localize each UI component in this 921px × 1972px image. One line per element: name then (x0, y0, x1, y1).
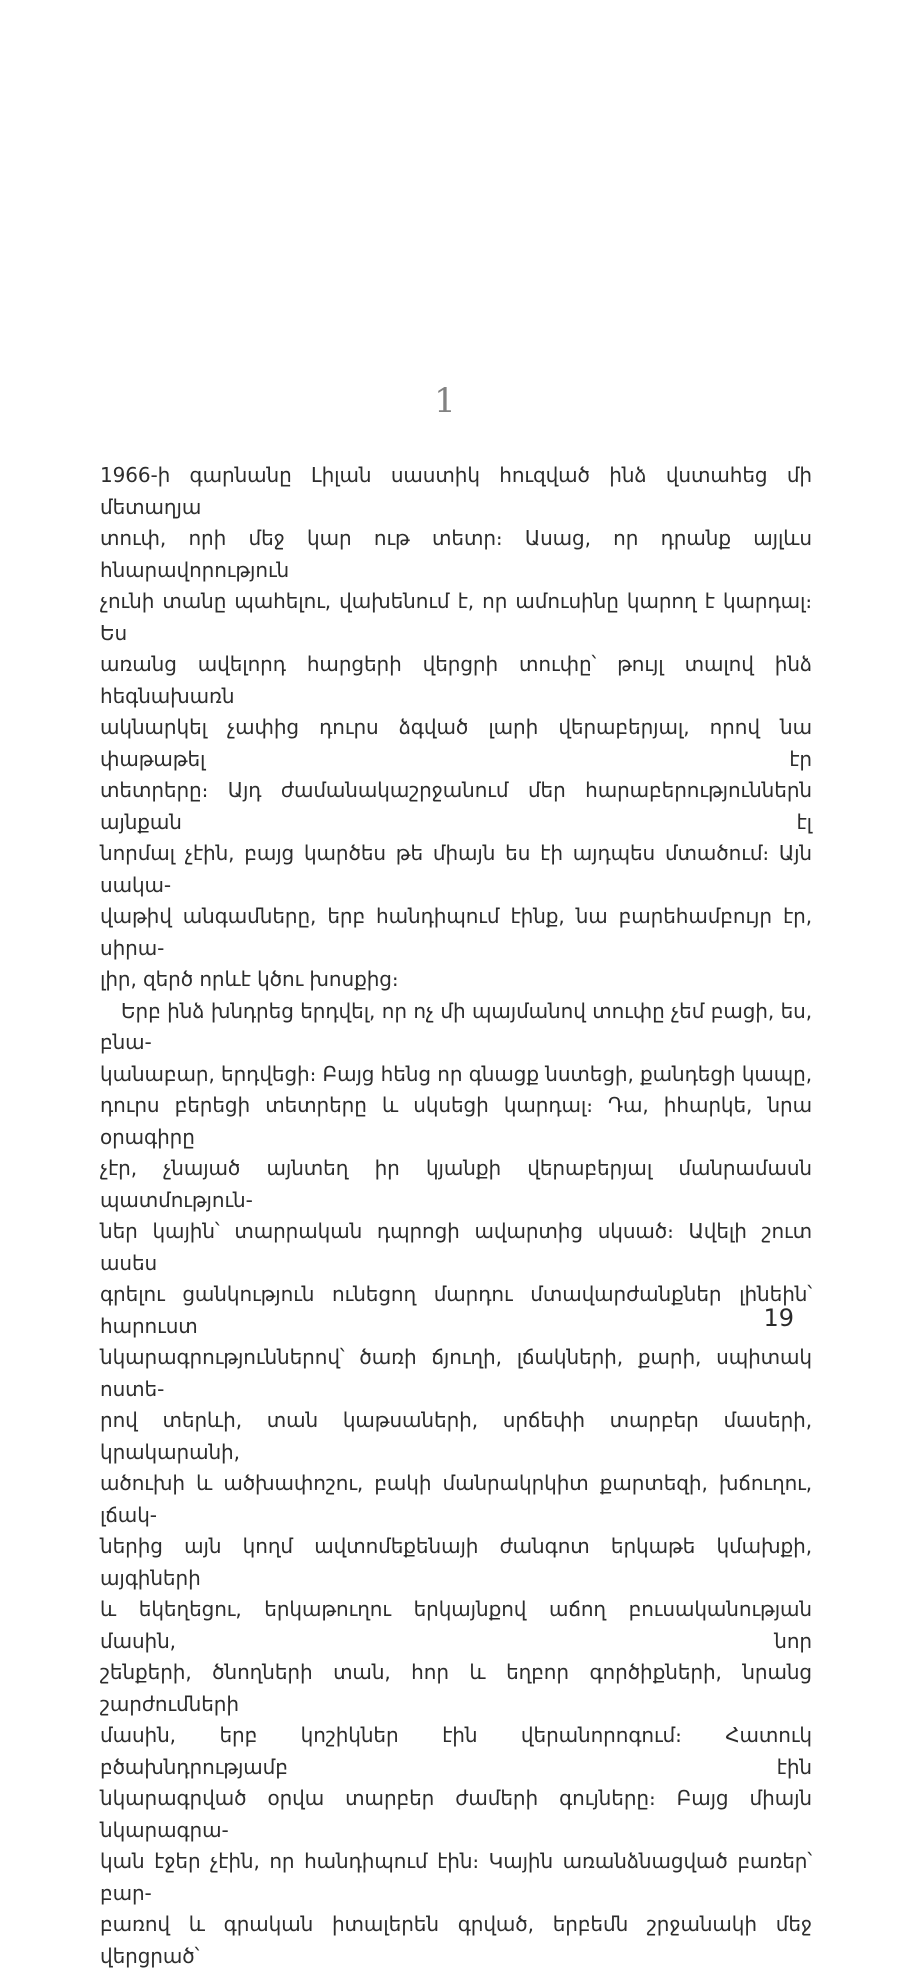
text-line: ներ կային՝ տարրական դպրոցի ավարտից սկսած։ Ավելի շուտ ասես (100, 1216, 812, 1279)
text-line: ներից այն կողմ ավտոմեքենայի ժանգոտ երկաթե կմախքի, այգիների (100, 1531, 812, 1594)
paragraph-1 (100, 460, 812, 996)
text-line: կան էջեր չէին, որ հանդիպում էին։ Կային առանձնացված բառեր՝ բար- (100, 1846, 812, 1909)
text-line: տետրերը։ Այդ ժամանակաշրջանում մեր հարաբերություններն այնքան էլ (100, 775, 812, 838)
text-line: նորմալ չէին, բայց կարծես թե միայն ես էի այդպես մտածում։ Այն սակա- (100, 838, 812, 901)
text-line: առանց ավելորդ հարցերի վերցրի տուփը՝ թույլ տալով ինձ հեգնախառն (100, 649, 812, 712)
text-line: բառով և գրական իտալերեն գրված, երբեմն շրջանակի մեջ վերցրած՝ (100, 1909, 812, 1972)
text-line: դուրս բերեցի տետրերը և սկսեցի կարդալ։ Դա, իհարկե, նրա օրագիրը (100, 1090, 812, 1153)
text-line: նկարագրություններով՝ ծառի ճյուղի, լճակների, քարի, սպիտակ ոստե- (100, 1342, 812, 1405)
text-line: Երբ ինձ խնդրեց երդվել, որ ոչ մի պայմանով տուփը չեմ բացի, ես, բնա- (100, 996, 812, 1059)
text-line: վաթիվ անգամները, երբ հանդիպում էինք, նա բարեհամբույր էր, սիրա- (100, 901, 812, 964)
chapter-number: 1 (100, 381, 790, 421)
paragraph-2 (100, 996, 812, 1972)
text-line: գրելու ցանկություն ունեցող մարդու մտավարժանքներ լինեին՝ հարուստ (100, 1279, 812, 1342)
text-line: մասին, երբ կոշիկներ էին վերանորոգում։ Հատուկ բծախնդրությամբ էին (100, 1720, 812, 1783)
text-line: 1966-ի գարնանը Լիլան սաստիկ հուզված ինձ վստահեց մի մետաղյա (100, 460, 812, 523)
text-line: չունի տանը պահելու, վախենում է, որ ամուսինը կարող է կարդալ։ Ես (100, 586, 812, 649)
text-line: և եկեղեցու, երկաթուղու երկայնքով աճող բուսականության մասին, նոր (100, 1594, 812, 1657)
text-line: շենքերի, ծնողների տան, հոր և եղբոր գործիքների, նրանց շարժումների (100, 1657, 812, 1720)
text-line: կանաբար, երդվեցի։ Բայց հենց որ գնացք նստեցի, քանդեցի կապը, (100, 1059, 812, 1091)
body-text (100, 460, 812, 1972)
text-line: ածուխի և ածխափոշու, բակի մանրակրկիտ քարտեզի, խճուղու, լճակ- (100, 1468, 812, 1531)
page-number: 19 (100, 1303, 794, 1333)
text-line: չէր, չնայած այնտեղ իր կյանքի վերաբերյալ մանրամասն պատմություն- (100, 1153, 812, 1216)
text-line: տուփ, որի մեջ կար ութ տետր։ Ասաց, որ դրանք այլևս հնարավորություն (100, 523, 812, 586)
text-line: րով տերևի, տան կաթսաների, սրճեփի տարբեր մասերի, կրակարանի, (100, 1405, 812, 1468)
text-line: նկարագրված օրվա տարբեր ժամերի գույները։ Բայց միայն նկարագրա- (100, 1783, 812, 1846)
text-line: ակնարկել չափից դուրս ձգված լարի վերաբերյալ, որով նա փաթաթել էր (100, 712, 812, 775)
text-line: լիր, զերծ որևէ կծու խոսքից։ (100, 964, 812, 996)
